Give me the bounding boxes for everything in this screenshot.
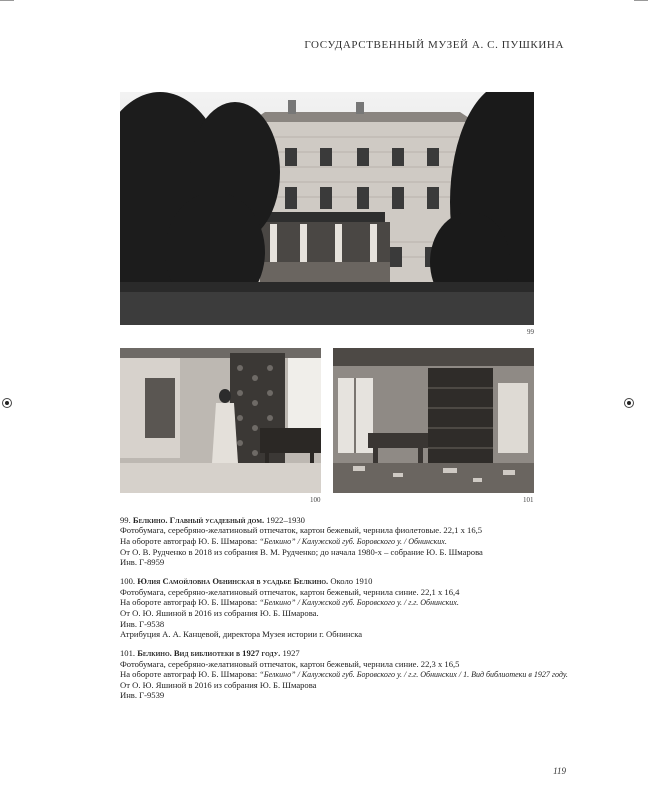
caption-line: От О. В. Рудченко в 2018 из собрания В. М. Рудченко; до начала 1980-х – собрание Ю. Б. Шмарова	[120, 546, 483, 557]
caption-verso: На обороте автограф Ю. Б. Шмарова: “Белкино” / Калужской губ. Боровского у. / г.г. Обнинских.	[120, 597, 459, 608]
photo-library	[333, 348, 534, 493]
caption-title: 100. Юлия Самойловна Обнинская в усадьбе Белкино. Около 1910	[120, 576, 373, 587]
caption-line: Фотобумага, серебряно-желатиновый отпечаток, картон бежевый, чернила синие. 22,3 х 16,5	[120, 658, 460, 669]
captions-block	[120, 515, 570, 710]
photo-woman-interior	[120, 348, 321, 493]
caption-inventory: Инв. Г-9539	[120, 690, 165, 701]
photo-manor-house	[120, 92, 534, 325]
caption-99	[120, 515, 570, 567]
crop-mark-right	[634, 0, 648, 1]
caption-attribution: Атрибуция А. А. Канцевой, директора Музея истории г. Обнинска	[120, 628, 363, 639]
photo-number-99: 99	[527, 328, 534, 336]
caption-line: Фотобумага, серебряно-желатиновый отпечаток, картон бежевый, чернила фиолетовые. 22,1 х 16,5	[120, 525, 483, 536]
photo-number-100: 100	[310, 496, 321, 504]
caption-line: Фотобумага, серебряно-желатиновый отпечаток, картон бежевый, чернила синие. 22,1 х 16,4	[120, 586, 460, 597]
caption-verso: На обороте автограф Ю. Б. Шмарова: “Белкино” / Калужской губ. Боровского у. / г.г. Обнинских / 1. Вид библиотеки в 1927 году.	[120, 668, 568, 679]
caption-line: От О. Ю. Яшиной в 2016 из собрания Ю. Б. Шмарова.	[120, 608, 319, 619]
running-header: ГОСУДАРСТВЕННЫЙ МУЗЕЙ А. С. ПУШКИНА	[304, 39, 564, 51]
caption-100	[120, 576, 570, 639]
photo-number-101: 101	[523, 496, 534, 504]
caption-title: 101. Белкино. Вид библиотеки в 1927 году. 1927	[120, 648, 300, 659]
caption-verso: На обороте автограф Ю. Б. Шмарова: “Белкино” / Калужской губ. Боровского у. / Обнинских.	[120, 535, 447, 546]
caption-inventory: Инв. Г-8959	[120, 557, 165, 568]
registration-mark-right	[624, 398, 634, 408]
caption-title: 99. Белкино. Главный усадебный дом. 1922–1930	[120, 515, 305, 525]
caption-inventory: Инв. Г-9538	[120, 618, 165, 629]
caption-line: От О. Ю. Яшиной в 2016 из собрания Ю. Б. Шмарова	[120, 680, 317, 691]
page-number: 119	[553, 766, 566, 776]
caption-101	[120, 648, 570, 700]
crop-mark-left	[0, 0, 14, 1]
registration-mark-left	[2, 398, 12, 408]
